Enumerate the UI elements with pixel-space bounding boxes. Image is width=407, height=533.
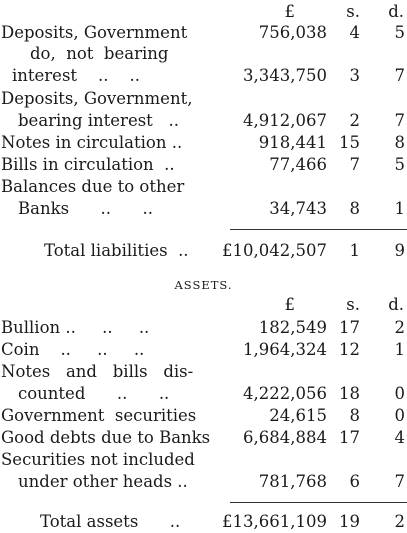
liability-row: [0, 134, 407, 152]
pence-value: 5: [394, 155, 405, 174]
pounds-value: 24,615: [269, 406, 327, 425]
row-label: Notes in circulation ..: [1, 133, 183, 152]
pounds-header: £: [284, 295, 295, 314]
pounds-value: 4,912,067: [243, 111, 327, 130]
asset-row: [0, 319, 407, 337]
row-label: Bullion .. .. ..: [1, 318, 150, 337]
assets-total-rule: [230, 502, 407, 503]
pounds-value: 3,343,750: [243, 66, 327, 85]
liability-row: [0, 112, 407, 130]
liability-row: [0, 67, 407, 85]
shillings-value: 7: [349, 155, 360, 174]
row-label: Deposits, Government: [1, 23, 188, 42]
liability-row: [0, 45, 407, 63]
pence-header: d.: [388, 295, 404, 314]
liabilities-total-row: [0, 242, 407, 260]
shillings-value: 15: [339, 133, 360, 152]
liabilities-total-rule: [230, 229, 407, 230]
row-label: Coin .. .. ..: [1, 340, 145, 359]
row-label: bearing interest ..: [18, 111, 180, 130]
pence-value: 7: [394, 472, 405, 491]
pence-value: 4: [394, 428, 405, 447]
shillings-value: 3: [349, 66, 360, 85]
assets-column-header: [0, 296, 407, 314]
shillings-value: 4: [349, 23, 360, 42]
total-pounds: £13,661,109: [222, 512, 327, 531]
total-pence: 2: [394, 512, 405, 531]
shillings-value: 12: [339, 340, 360, 359]
pounds-value: 77,466: [269, 155, 327, 174]
pence-header: d.: [388, 2, 404, 21]
pounds-value: 781,768: [258, 472, 327, 491]
row-label: Bills in circulation ..: [1, 155, 175, 174]
liability-row: [0, 156, 407, 174]
row-label: do, not bearing: [30, 44, 169, 63]
pence-value: 8: [394, 133, 405, 152]
shillings-value: 8: [349, 199, 360, 218]
liability-row: [0, 200, 407, 218]
asset-row: [0, 407, 407, 425]
assets-heading: ASSETS.: [174, 278, 233, 292]
row-label: Good debts due to Banks: [1, 428, 211, 447]
pounds-value: 4,222,056: [243, 384, 327, 403]
row-label: under other heads ..: [18, 472, 188, 491]
pounds-value: 34,743: [269, 199, 327, 218]
liability-row: [0, 24, 407, 42]
shillings-value: 18: [339, 384, 360, 403]
asset-row: [0, 429, 407, 447]
shillings-value: 17: [339, 318, 360, 337]
liability-row: [0, 178, 407, 196]
row-label: interest .. ..: [12, 66, 140, 85]
asset-row: [0, 363, 407, 381]
row-label: Government securities: [1, 406, 197, 425]
pounds-value: 918,441: [258, 133, 327, 152]
shillings-value: 2: [349, 111, 360, 130]
total-pence: 9: [394, 241, 405, 260]
pence-value: 1: [394, 199, 405, 218]
row-label: Notes and bills dis-: [1, 362, 194, 381]
shillings-value: 6: [349, 472, 360, 491]
shillings-header: s.: [346, 2, 360, 21]
total-label: Total assets ..: [40, 512, 181, 531]
pounds-value: 182,549: [258, 318, 327, 337]
shillings-header: s.: [346, 295, 360, 314]
pence-value: 7: [394, 111, 405, 130]
asset-row: [0, 451, 407, 469]
row-label: Balances due to other: [1, 177, 185, 196]
pounds-header: £: [284, 2, 295, 21]
shillings-value: 8: [349, 406, 360, 425]
row-label: Deposits, Government,: [1, 89, 193, 108]
pence-value: 2: [394, 318, 405, 337]
row-label: Securities not included: [1, 450, 195, 469]
total-label: Total liabilities ..: [44, 241, 189, 260]
asset-row: [0, 473, 407, 491]
row-label: counted .. ..: [18, 384, 170, 403]
pounds-value: 756,038: [258, 23, 327, 42]
liability-row: [0, 90, 407, 108]
pence-value: 5: [394, 23, 405, 42]
pence-value: 0: [394, 406, 405, 425]
shillings-value: 17: [339, 428, 360, 447]
asset-row: [0, 385, 407, 403]
total-pounds: £10,042,507: [222, 241, 327, 260]
pence-value: 0: [394, 384, 405, 403]
pounds-value: 6,684,884: [243, 428, 327, 447]
pounds-value: 1,964,324: [243, 340, 327, 359]
assets-total-row: [0, 513, 407, 531]
total-shillings: 19: [339, 512, 360, 531]
asset-row: [0, 341, 407, 359]
liabilities-column-header: [0, 3, 407, 21]
pence-value: 1: [394, 340, 405, 359]
row-label: Banks .. ..: [18, 199, 153, 218]
pence-value: 7: [394, 66, 405, 85]
total-shillings: 1: [349, 241, 360, 260]
